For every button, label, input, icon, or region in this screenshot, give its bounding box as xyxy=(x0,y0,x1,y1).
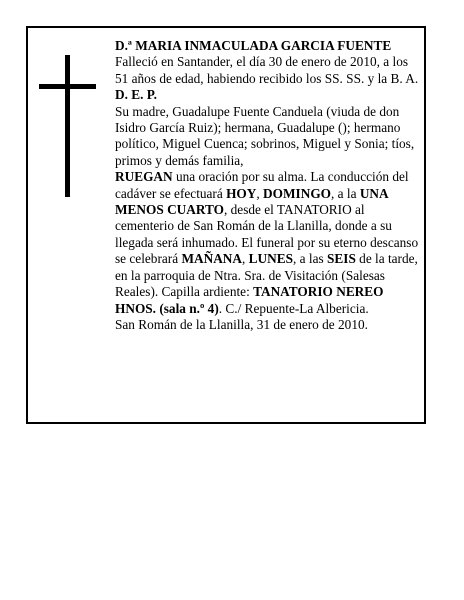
cross-icon xyxy=(65,55,70,197)
funeral-text-1: una oración por su alma. La conducción del cadáver se efectuará xyxy=(115,169,409,201)
funeral-text-4: , desde el TANATORIO al cementerio de San Román de la Llanilla, donde a su llegada será inhumado. El funeral por su eterno descanso se celebrará xyxy=(115,202,419,267)
funeral-text-8: . C./ Repuente-La Albericia. xyxy=(218,300,369,316)
deceased-name: D.ª MARIA INMACULADA GARCIA FUENTE xyxy=(115,38,392,53)
lunes-word: LUNES xyxy=(248,251,294,267)
funeral-details xyxy=(115,169,420,317)
place-date: San Román de la Llanilla, 31 de enero de 2010. xyxy=(115,316,368,332)
chapel-location: TANATORIO NEREO HNOS. (sala n.º 4) xyxy=(115,284,384,316)
manana-word: MAÑANA xyxy=(181,251,243,267)
cross-icon-bar xyxy=(39,84,96,89)
funeral-text-5: , xyxy=(242,251,249,267)
hoy-word: HOY xyxy=(226,185,257,201)
funeral-text-7: de la tarde, en la parroquia de Ntra. Sra. de Visitación (Salesas Reales). Capilla ardiente: xyxy=(115,251,418,300)
funeral-time: SEIS xyxy=(327,251,356,267)
ruegan-word: RUEGAN xyxy=(115,169,173,185)
dep-line: D. E. P. xyxy=(115,87,157,103)
obituary-text xyxy=(115,38,420,333)
funeral-text-3: , a la xyxy=(331,185,360,201)
burial-time: UNA MENOS CUARTO xyxy=(115,185,388,218)
family-list: Su madre, Guadalupe Fuente Canduela (viuda de don Isidro García Ruiz); hermana, Guadalupe (); hermano político, Miguel Cuenca; sobrinos, Miguel y Sonia; tíos, primos y demás familia, xyxy=(115,103,415,168)
funeral-text-2: , xyxy=(256,185,264,201)
funeral-text-6: , a las xyxy=(293,251,327,267)
domingo-word: DOMINGO xyxy=(263,185,332,201)
death-notice: Falleció en Santander, el día 30 de enero de 2010, a los 51 años de edad, habiendo recibido los SS. SS. y la B. A. xyxy=(115,54,419,86)
